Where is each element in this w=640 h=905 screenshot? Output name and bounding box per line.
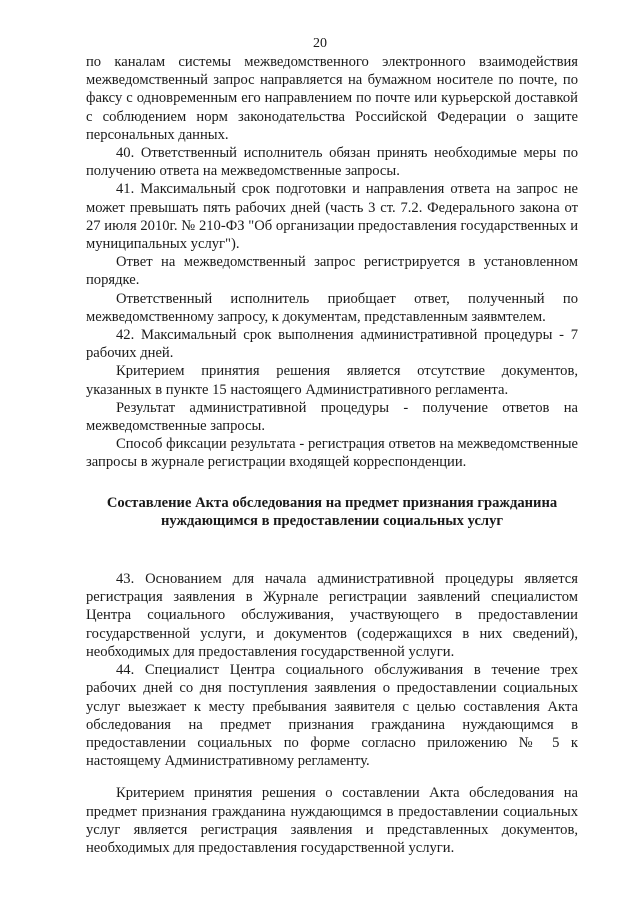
paragraph-decision-criterion: Критерием принятия решения является отсутствие документов, указанных в пункте 15 настоящего Административного регламента. bbox=[86, 363, 578, 398]
paragraph-continuation: по каналам системы межведомственного электронного взаимодействия межведомственный запрос направляется на бумажном носителе по почте, по факсу с одновременным его направлением по почте или курьерской доставкой с соблюдением норм законодательства Российской Федерации о защите персональных данных. bbox=[86, 54, 578, 143]
paragraph-item-41: 41. Максимальный срок подготовки и направления ответа на запрос не может превышать пять рабочих дней (часть 3 ст. 7.2. Федерального закона от 27 июля 2010г. № 210-ФЗ "Об организации предоставления государственных и муниципальных услуг"). bbox=[86, 181, 578, 253]
paragraph-response-registration: Ответ на межведомственный запрос регистрируется в установленном порядке. bbox=[86, 254, 578, 289]
page-number: 20 bbox=[313, 36, 327, 51]
paragraph-procedure-result: Результат административной процедуры - получение ответов на межведомственные запросы. bbox=[86, 399, 578, 435]
paragraph-fixation-method: Способ фиксации результата - регистрация ответов на межведомственные запросы в журнале регистрации входящей корреспонденции. bbox=[86, 436, 578, 471]
paragraph-item-40: 40. Ответственный исполнитель обязан принять необходимые меры по получению ответа на межведомственные запросы. bbox=[86, 145, 578, 180]
paragraph-item-42: 42. Максимальный срок выполнения административной процедуры - 7 рабочих дней. bbox=[86, 327, 578, 362]
paragraph-item-43: 43. Основанием для начала административной процедуры является регистрация заявления в Журнале регистрации заявлений специалистом Центра социального обслуживания, участвующего в предоставлении государственной услуги, и документов (содержащихся в них сведений), необходимых для предоставления государственной услуги. bbox=[86, 571, 578, 660]
paragraph-act-criterion: Критерием принятия решения о составлении Акта обследования на предмет признания гражданина нуждающимся в предоставлении социальных услуг является регистрация заявления и представленных документов, необходимых для предоставления государственной услуги. bbox=[86, 785, 578, 856]
document-body bbox=[86, 53, 578, 857]
paragraph-item-44: 44. Специалист Центра социального обслуживания в течение трех рабочих дней со дня поступления заявления о предоставлении социальных услуг выезжает к месту пребывания заявителя с целью составления Акта обследования на предмет признания гражданина нуждающимся в предоставлении социальных по форме согласно приложению № 5 к настоящему Административному регламенту. bbox=[86, 662, 578, 770]
section-heading: Составление Акта обследования на предмет признания гражданина нуждающимся в предоставлении социальных услуг bbox=[106, 494, 558, 529]
paragraph-executor-attaches: Ответственный исполнитель приобщает ответ, полученный по межведомственному запросу, к документам, представленным заявмтелем. bbox=[86, 290, 578, 325]
